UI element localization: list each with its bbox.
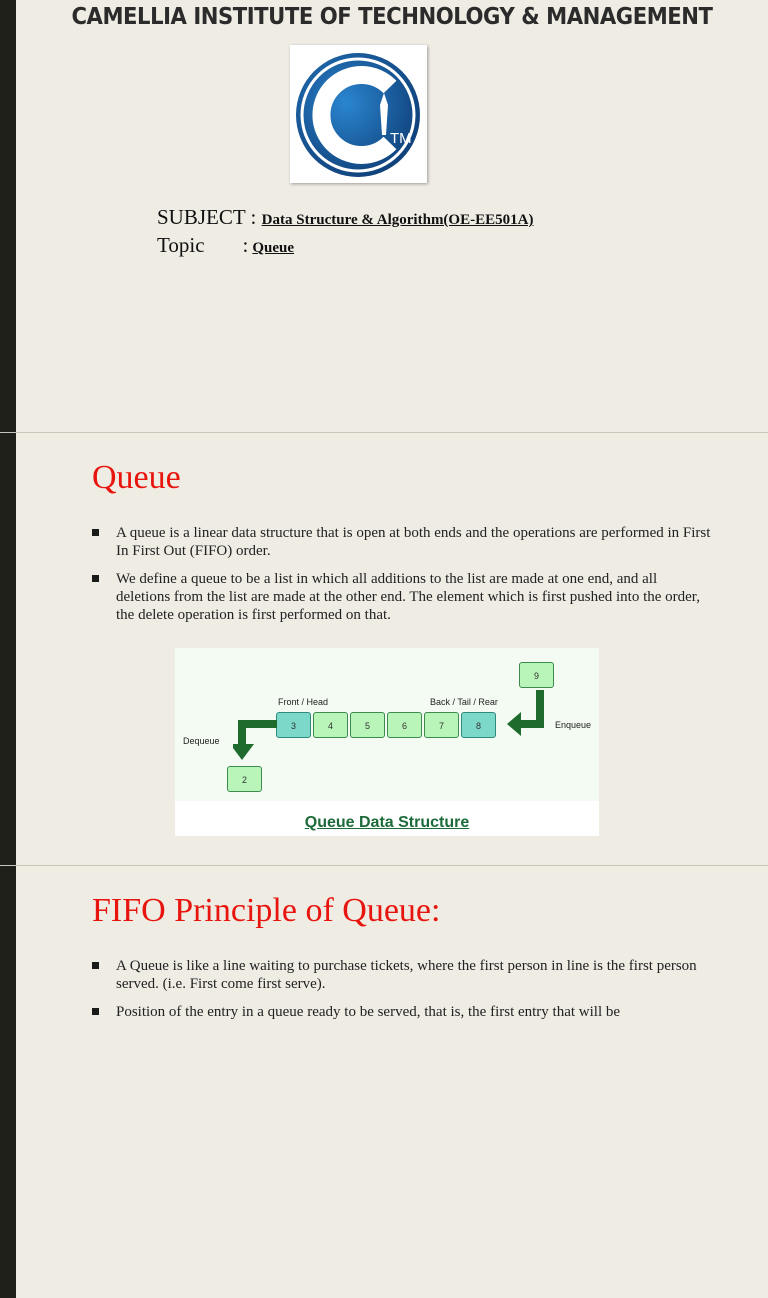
dequeue-label: Dequeue (183, 736, 220, 746)
diagram-caption: Queue Data Structure (304, 814, 470, 831)
dequeue-arrow-icon (233, 714, 277, 762)
topic-label: Topic (157, 233, 205, 257)
logo-text: TM (390, 130, 412, 147)
queue-cell: 5 (350, 712, 385, 738)
removed-element: 2 (227, 766, 262, 792)
bullet-square-icon (92, 529, 99, 536)
back-label: Back / Tail / Rear (430, 697, 498, 707)
queue-cell: 4 (313, 712, 348, 738)
slide-side-bar (0, 433, 16, 865)
topic-value: Queue (252, 240, 295, 256)
list-item (92, 524, 712, 560)
bullet-text: A Queue is like a line waiting to purchase tickets, where the first person in line is the first person served. (i.e. First come first serve). (116, 958, 697, 992)
topic-line (157, 233, 294, 258)
title-slide (0, 0, 768, 432)
list-item (92, 570, 712, 624)
bullet-text: Position of the entry in a queue ready to be served, that is, the first entry that will be (116, 1004, 621, 1020)
bullet-square-icon (92, 962, 99, 969)
bullet-text: We define a queue to be a list in which all additions to the list are made at one end, and all deletions from the list are made at the other end. The element which is first pushed into the order, the delete operation is first performed on that. (116, 571, 700, 623)
list-item (92, 1003, 712, 1021)
enqueue-arrow-icon (505, 690, 549, 736)
fifo-slide (0, 866, 768, 1298)
institute-logo (290, 45, 427, 183)
subject-value: Data Structure & Algorithm(OE-EE501A) (261, 212, 534, 228)
front-label: Front / Head (278, 697, 329, 707)
list-item (92, 957, 712, 993)
bullet-list (92, 957, 712, 1031)
slide-heading: Queue (92, 459, 181, 496)
queue-cell-front: 3 (276, 712, 311, 738)
queue-cell-rear: 8 (461, 712, 496, 738)
bullet-text: A queue is a linear data structure that is open at both ends and the operations are performed in First In First Out (FIFO) order. (116, 525, 711, 559)
queue-diagram (175, 648, 599, 836)
subject-label: SUBJECT : (157, 205, 257, 229)
logo-c-icon (290, 45, 427, 183)
slide-side-bar (0, 0, 16, 432)
bullet-square-icon (92, 1008, 99, 1015)
incoming-element: 9 (519, 662, 554, 688)
bullet-square-icon (92, 575, 99, 582)
subject-line (157, 205, 533, 230)
queue-slide (0, 433, 768, 865)
institute-title: CAMELLIA INSTITUTE OF TECHNOLOGY & MANAGEMENT (71, 4, 713, 30)
queue-cell: 7 (424, 712, 459, 738)
queue-cell: 6 (387, 712, 422, 738)
bullet-list (92, 524, 712, 634)
enqueue-label: Enqueue (555, 720, 592, 730)
topic-colon: : (242, 233, 249, 257)
slide-heading: FIFO Principle of Queue: (92, 892, 441, 929)
slide-side-bar (0, 866, 16, 1298)
